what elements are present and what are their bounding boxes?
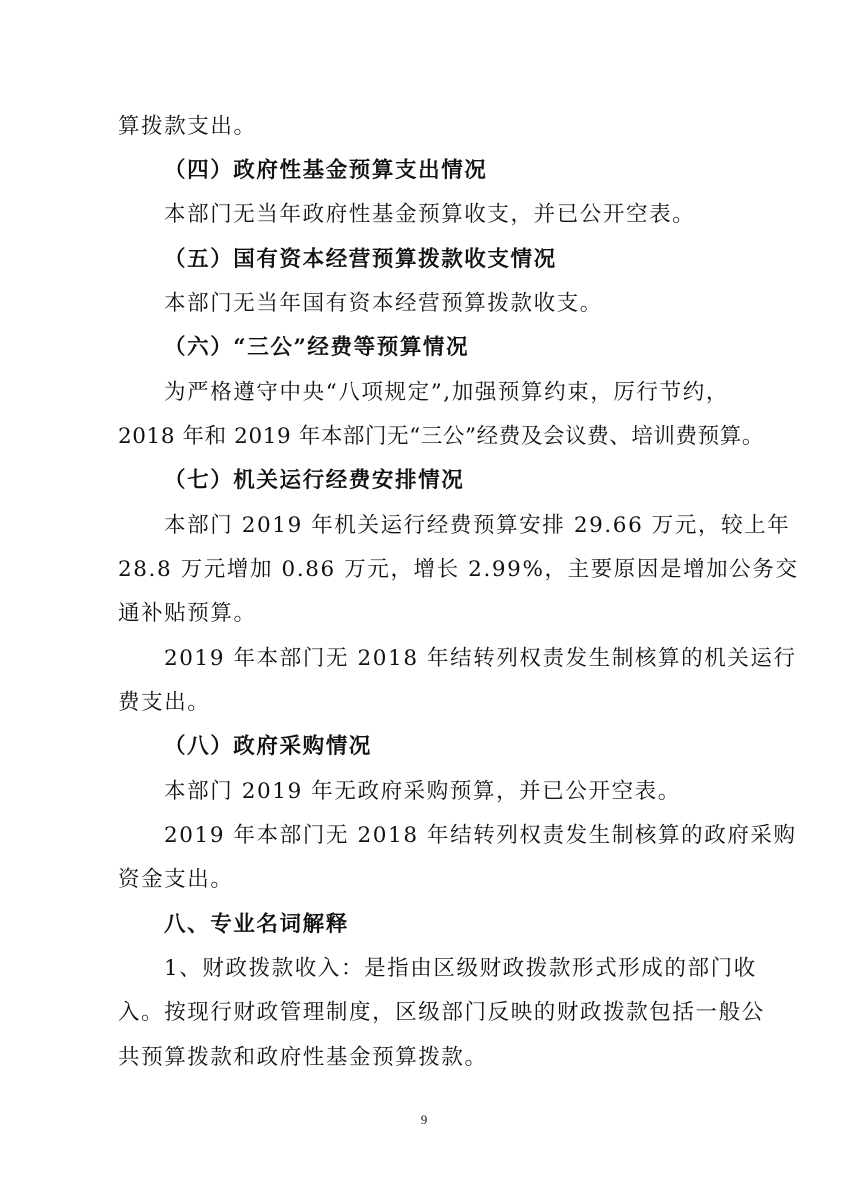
page-number: 9 <box>420 1112 428 1127</box>
text-line: 算拨款支出。 <box>118 114 257 139</box>
text-line: 2019 年本部门无 2018 年结转列权责发生制核算的机关运行 <box>164 646 797 671</box>
text-line: 本部门 2019 年无政府采购预算，并已公开空表。 <box>164 779 681 804</box>
section-heading-5: （五）国有资本经营预算拨款收支情况 <box>164 247 557 272</box>
text-line: 资金支出。 <box>118 867 234 892</box>
text-line: 28.8 万元增加 0.86 万元，增长 2.99%，主要原因是增加公务交 <box>118 557 799 582</box>
text-line: 2019 年本部门无 2018 年结转列权责发生制核算的政府采购 <box>164 823 797 848</box>
section-heading-7: （七）机关运行经费安排情况 <box>164 468 465 493</box>
text-line: 本部门无当年政府性基金预算收支，并已公开空表。 <box>164 202 696 227</box>
text-line: 为严格遵守中央“八项规定”,加强预算约束，厉行节约， <box>164 380 729 405</box>
section-heading-4: （四）政府性基金预算支出情况 <box>164 158 488 183</box>
text-line: 2018 年和 2019 年本部门无“三公”经费及会议费、培训费预算。 <box>118 424 764 449</box>
section-heading-8: （八）政府采购情况 <box>164 734 372 759</box>
text-line: 费支出。 <box>118 690 211 715</box>
text-line: 通补贴预算。 <box>118 601 257 626</box>
text-line: 本部门无当年国有资本经营预算拨款收支。 <box>164 291 603 316</box>
text-line: 本部门 2019 年机关运行经费预算安排 29.66 万元，较上年 <box>164 513 791 538</box>
section-heading-6: （六）“三公”经费等预算情况 <box>164 335 470 360</box>
section-heading-glossary: 八、专业名词解释 <box>164 912 349 937</box>
text-line: 入。按现行财政管理制度，区级部门反映的财政拨款包括一般公 <box>118 1000 765 1025</box>
text-line: 共预算拨款和政府性基金预算拨款。 <box>118 1045 488 1070</box>
text-line: 1、财政拨款收入：是指由区级财政拨款形式形成的部门收 <box>164 956 757 981</box>
